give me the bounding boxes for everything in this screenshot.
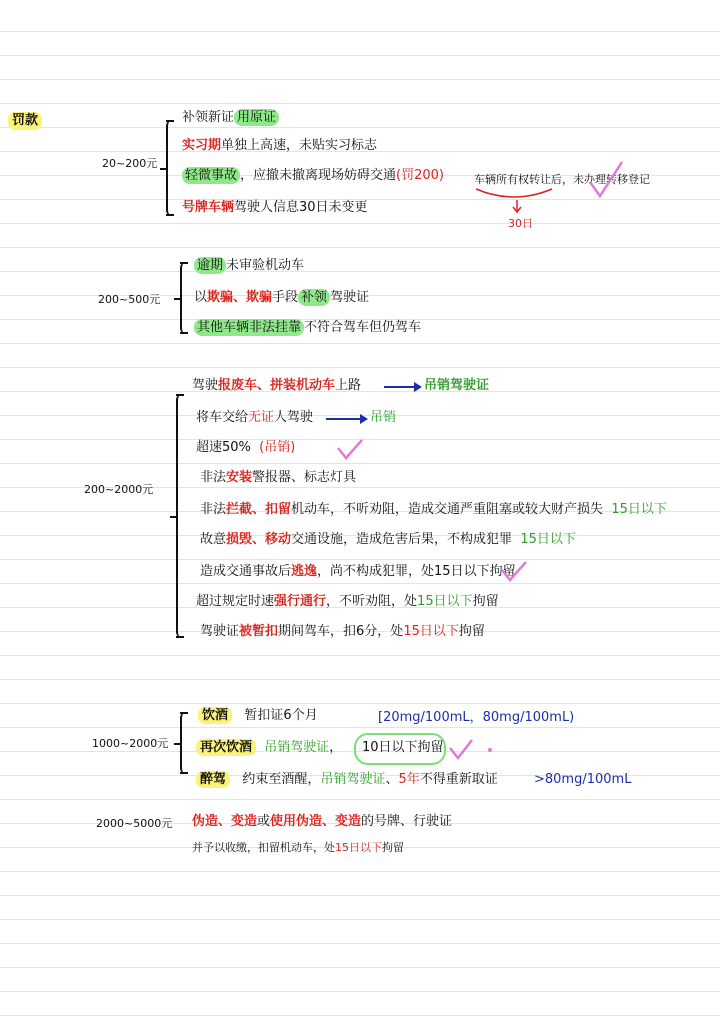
fine-range: 200~2000元	[84, 483, 154, 496]
list-item: 超速50% (吊销)	[196, 440, 296, 455]
arrow-icon	[326, 418, 366, 420]
fine-range: 2000~5000元	[96, 817, 173, 830]
brace	[176, 394, 188, 638]
check-icon	[336, 438, 364, 460]
list-item: 故意损毁、移动交通设施，造成危害后果，不构成犯罪 15日以下	[200, 532, 576, 547]
list-item: 实习期单独上高速，未贴实习标志	[182, 138, 378, 153]
fine-range: 1000~2000元	[92, 737, 169, 750]
result-text: 吊销驾驶证	[424, 378, 490, 393]
list-item: 轻微事故 ，应撤未撤离现场妨碍交通(罚200)	[182, 168, 444, 184]
section-title: 罚款	[8, 112, 42, 130]
check-icon	[500, 560, 528, 582]
bac-threshold: >80mg/100mL	[534, 772, 632, 787]
list-item: 将车交给无证人驾驶	[196, 410, 314, 425]
result-text: 吊销	[370, 410, 397, 425]
dot-mark	[488, 748, 492, 752]
list-item: 号牌车辆驾驶人信息30日未变更	[182, 200, 368, 215]
list-item: 驾驶证被暂扣期间驾车，扣6分，处15日以下拘留	[200, 624, 485, 639]
list-item: 非法拦截、扣留机动车，不听劝阻，造成交通严重阻塞或较大财产损失 15日以下	[200, 502, 667, 517]
check-icon	[588, 160, 624, 200]
brace	[180, 712, 192, 774]
brace	[166, 120, 178, 216]
brace	[180, 262, 192, 334]
bac-range: [20mg/100mL，80mg/100mL)	[378, 710, 575, 725]
list-item: 造成交通事故后逃逸，尚不构成犯罪，处15日以下拘留	[200, 564, 516, 579]
arrow-icon	[384, 386, 420, 388]
list-item: 非法安装警报器、标志灯具	[200, 470, 357, 485]
note-days: 30日	[508, 217, 533, 230]
list-item: 再次饮酒 吊销驾驶证，	[196, 740, 342, 756]
down-arrow-icon	[512, 200, 522, 214]
list-item: 超过规定时速强行通行，不听劝阻，处15日以下拘留	[196, 594, 499, 609]
underline-arc	[474, 187, 554, 201]
list-item: 以欺骗、欺骗手段 补领 驾驶证	[194, 290, 370, 305]
list-item: 醉驾 约束至酒醒，吊销驾驶证、5年不得重新取证	[196, 772, 498, 788]
fine-range: 20~200元	[102, 157, 158, 170]
list-item: 补领新证 用原证	[182, 110, 279, 126]
circled-text: 10日以下拘留	[362, 740, 444, 755]
list-item: 伪造、变造或使用伪造、变造的号牌、行驶证	[192, 814, 453, 829]
list-item: 逾期 未审验机动车	[194, 258, 304, 274]
list-item: 并予以收缴，扣留机动车，处15日以下拘留	[192, 841, 404, 854]
list-item: 其他车辆非法挂靠 不符合驾车但仍驾车	[194, 320, 421, 336]
list-item-note: 车辆所有权转让后，未办理转移登记	[474, 173, 650, 186]
fine-range: 200~500元	[98, 293, 161, 306]
check-icon	[448, 738, 474, 760]
list-item: 饮酒 暂扣证6个月	[198, 708, 318, 724]
list-item: 驾驶报废车、拼装机动车上路	[192, 378, 362, 393]
